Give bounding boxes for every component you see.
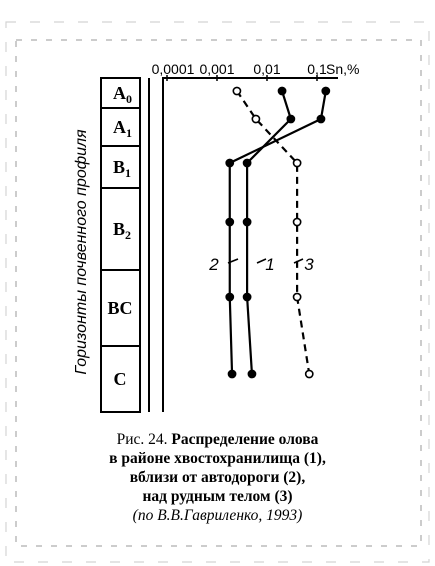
series-3-point bbox=[294, 159, 301, 166]
horizon-label: BC bbox=[107, 298, 133, 318]
series-1-point bbox=[244, 218, 251, 225]
caption-title-line1: Распределение олова bbox=[171, 431, 319, 448]
series-2-point bbox=[322, 87, 329, 94]
series-1-point bbox=[248, 370, 255, 377]
horizon-label: $A_1$ bbox=[113, 117, 132, 140]
series-3-point bbox=[252, 115, 259, 122]
series-3-point bbox=[294, 293, 301, 300]
series-2-point bbox=[226, 218, 233, 225]
series-1-point bbox=[287, 115, 294, 122]
series-3-point bbox=[306, 370, 313, 377]
caption-title-line4: над рудным телом (3) bbox=[142, 488, 293, 505]
series-3-point bbox=[233, 87, 240, 94]
x-tick-label: 0,001 bbox=[199, 61, 235, 77]
horizon-label: $A_0$ bbox=[113, 83, 132, 106]
series-2-point bbox=[226, 159, 233, 166]
horizon-label: $B_1$ bbox=[113, 157, 132, 180]
series-2-point bbox=[226, 293, 233, 300]
series-2-point bbox=[228, 370, 235, 377]
horizon-label: $B_2$ bbox=[113, 219, 132, 242]
series-label-leader bbox=[294, 259, 303, 263]
series-1-point bbox=[278, 87, 285, 94]
caption-title-line2: в районе хвостохранилища (1), bbox=[109, 450, 326, 467]
x-tick-label: 0,01 bbox=[253, 61, 281, 77]
series-layer bbox=[226, 87, 329, 377]
x-tick-label: 0,1 bbox=[307, 61, 327, 77]
series-1-point bbox=[244, 159, 251, 166]
horizon-column bbox=[101, 78, 149, 412]
horizon-label: C bbox=[113, 369, 127, 389]
series-2-label: 2 bbox=[209, 255, 219, 274]
caption-source: (по В.В.Гавриленко, 1993) bbox=[132, 507, 303, 524]
series-3-label: 3 bbox=[304, 255, 314, 274]
series-1-point bbox=[244, 293, 251, 300]
x-axis bbox=[152, 61, 360, 412]
series-1-label: 1 bbox=[265, 255, 275, 274]
y-axis-label: Горизонты почвенного профиля bbox=[73, 129, 90, 375]
caption-prefix: Рис. 24. bbox=[116, 431, 172, 448]
caption-title-line3: вблизи от автодороги (2), bbox=[129, 469, 306, 486]
x-unit-label: Sn,% bbox=[326, 61, 360, 77]
series-labels bbox=[208, 255, 314, 274]
x-tick-label: 0,0001 bbox=[151, 61, 195, 77]
figure-caption bbox=[0, 430, 435, 525]
series-3-point bbox=[294, 218, 301, 225]
series-2-point bbox=[317, 115, 324, 122]
